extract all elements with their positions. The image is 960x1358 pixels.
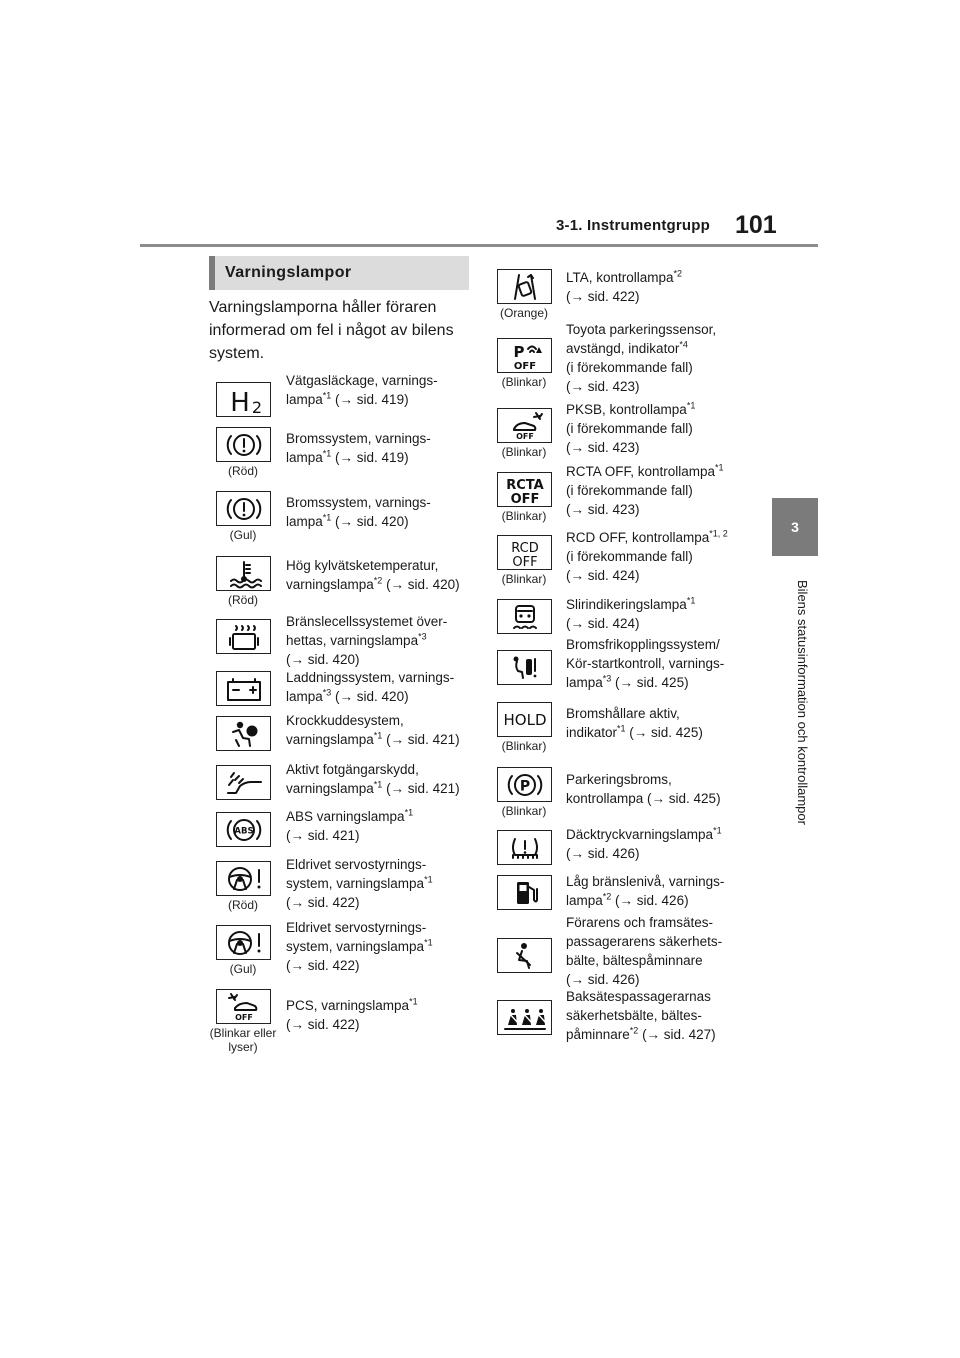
description-line: [286, 956, 476, 975]
lamp-description: [566, 595, 761, 633]
description-line: [566, 872, 761, 891]
line-text: bälte, bältespåminnare: [566, 953, 703, 968]
page-reference: (→ sid. 421): [382, 781, 460, 796]
description-line: [286, 512, 476, 531]
footnote-marker: *1: [322, 512, 332, 523]
description-line: [286, 779, 476, 798]
line-text: (i förekommande fall): [566, 421, 693, 436]
description-line: [286, 1015, 476, 1034]
section-heading-text: Varningslampor: [225, 264, 352, 281]
description-line: [566, 419, 761, 438]
line-text: system, varningslampa: [286, 876, 425, 891]
lamp-color-caption: (Blinkar eller lyser): [209, 1026, 277, 1054]
low-fuel-icon: [497, 875, 552, 910]
footnote-marker: *1: [373, 730, 383, 741]
footnote-marker: *1: [409, 996, 418, 1007]
svg-text:H: H: [229, 387, 250, 415]
lamp-description: [566, 635, 761, 692]
svg-text:RCD: RCD: [510, 540, 539, 556]
parking-brake-icon: [497, 767, 552, 802]
description-line: [286, 996, 476, 1015]
lamp-description: [566, 987, 761, 1044]
description-line: [286, 493, 476, 512]
footnote-marker: *3: [418, 631, 427, 642]
line-text: (i förekommande fall): [566, 483, 693, 498]
brake-system-yellow-icon: [216, 491, 271, 526]
line-text: (→ sid. 423): [566, 502, 640, 517]
page-reference: (→ sid. 425): [611, 675, 689, 690]
description-line: [286, 429, 476, 448]
description-line: [566, 789, 761, 808]
brake-override-icon: [497, 650, 552, 685]
svg-text:P: P: [513, 342, 524, 361]
line-text: Bränslecellssystemet över-: [286, 614, 448, 629]
line-text: Förarens och framsätes-: [566, 915, 714, 930]
description-line: [286, 687, 476, 706]
footnote-marker: *1: [686, 595, 696, 606]
parking-sensor-off-icon: [497, 338, 552, 373]
lamp-description: [566, 400, 761, 457]
description-line: [286, 556, 476, 575]
description-line: [566, 704, 761, 723]
line-text: (→ sid. 426): [566, 846, 640, 861]
lamp-description: [566, 268, 761, 306]
description-line: [566, 268, 761, 287]
description-line: [286, 893, 476, 912]
footnote-marker: *1: [715, 462, 724, 473]
footnote-marker: *1: [373, 779, 383, 790]
line-text: (→ sid. 424): [566, 616, 640, 631]
description-line: [566, 377, 761, 396]
footnote-marker: *1: [617, 723, 626, 734]
line-text: (→ sid. 422): [286, 1017, 360, 1032]
tire-pressure-icon: [497, 830, 552, 865]
page-reference: (→ sid. 419): [331, 392, 409, 407]
lamp-color-caption: (Blinkar): [501, 739, 547, 753]
lamp-color-caption: (Blinkar): [501, 509, 547, 523]
description-line: [566, 358, 761, 377]
line-text: säkerhetsbälte, bältes-: [566, 1008, 702, 1023]
lta-icon: [497, 269, 552, 304]
description-line: [566, 844, 761, 863]
line-text: Däcktryckvarningslampa: [566, 827, 714, 842]
line-text: (→ sid. 423): [566, 379, 640, 394]
line-text: Bromsfrikopplingssystem/: [566, 637, 720, 652]
battery-charging-icon: [216, 671, 271, 706]
lamp-description: [566, 913, 761, 989]
page-reference: (→ sid. 425): [625, 725, 703, 740]
lamp-description: [286, 493, 476, 531]
line-text: påminnare: [566, 1027, 630, 1042]
line-text: (→ sid. 423): [566, 440, 640, 455]
lamp-description: [566, 704, 761, 742]
description-line: [566, 528, 761, 547]
description-line: [286, 668, 476, 687]
section-heading: [209, 256, 469, 290]
line-text: Bromssystem, varnings-: [286, 431, 431, 446]
lamp-description: [286, 612, 476, 669]
seatbelt-reminder-icon: [497, 938, 552, 973]
page-number: 101: [735, 211, 777, 239]
description-line: [286, 874, 476, 893]
description-line: [566, 400, 761, 419]
description-line: [566, 462, 761, 481]
line-text: lampa: [286, 514, 323, 529]
line-text: Aktivt fotgängarskydd,: [286, 762, 419, 777]
page-reference: (→ sid. 419): [331, 450, 409, 465]
line-text: Hög kylvätsketemperatur,: [286, 558, 439, 573]
description-line: [286, 575, 476, 594]
line-text: system, varningslampa: [286, 939, 425, 954]
lamp-description: [566, 320, 761, 396]
lamp-description: [286, 668, 476, 706]
line-text: Krockkuddesystem,: [286, 713, 404, 728]
svg-text:OFF: OFF: [513, 360, 536, 371]
pksb-off-icon: [497, 408, 552, 443]
description-line: [286, 760, 476, 779]
svg-text:OFF: OFF: [511, 554, 538, 568]
lamp-color-caption: (Röd): [227, 593, 258, 607]
page-reference: (→ sid. 420): [331, 514, 409, 529]
description-line: [566, 635, 761, 654]
description-line: [286, 937, 476, 956]
line-text: lampa: [286, 392, 323, 407]
line-text: avstängd, indikator: [566, 341, 680, 356]
lamp-color-caption: (Röd): [227, 464, 258, 478]
description-line: [566, 287, 761, 306]
page-reference: (→ sid. 426): [611, 893, 689, 908]
header-divider: [140, 244, 818, 247]
lamp-color-caption: (Blinkar): [501, 572, 547, 586]
line-text: LTA, kontrollampa: [566, 270, 674, 285]
footnote-marker: *3: [602, 673, 612, 684]
fuel-cell-overheat-icon: [216, 619, 271, 654]
line-text: Vätgasläckage, varnings-: [286, 373, 438, 388]
svg-text:P: P: [519, 778, 530, 794]
line-text: Eldrivet servostyrnings-: [286, 857, 427, 872]
line-text: (i förekommande fall): [566, 549, 693, 564]
line-text: (→ sid. 420): [286, 652, 360, 667]
line-text: ABS varningslampa: [286, 809, 405, 824]
pedestrian-protection-icon: [216, 765, 271, 800]
line-text: indikator: [566, 725, 618, 740]
description-line: [566, 566, 761, 585]
line-text: Bromssystem, varnings-: [286, 495, 431, 510]
line-text: (→ sid. 421): [286, 828, 360, 843]
footnote-marker: *1: [686, 400, 696, 411]
description-line: [286, 855, 476, 874]
line-text: (→ sid. 424): [566, 568, 640, 583]
lamp-description: [286, 760, 476, 798]
line-text: Baksätespassagerarnas: [566, 989, 711, 1004]
page-reference: (→ sid. 427): [638, 1027, 716, 1042]
lamp-color-caption: (Blinkar): [501, 804, 547, 818]
description-line: [566, 438, 761, 457]
description-line: [566, 500, 761, 519]
line-text: lampa: [566, 675, 603, 690]
airbag-icon: [216, 716, 271, 751]
description-line: [566, 932, 761, 951]
footnote-marker: *2: [373, 575, 383, 586]
page-reference: (→ sid. 421): [382, 732, 460, 747]
lamp-description: [286, 807, 476, 845]
lamp-description: [286, 918, 476, 975]
description-line: [286, 390, 476, 409]
svg-text:HOLD: HOLD: [503, 710, 546, 729]
line-text: Bromshållare aktiv,: [566, 706, 680, 721]
lamp-description: [286, 855, 476, 912]
footnote-marker: *1: [322, 390, 332, 401]
description-line: [566, 654, 761, 673]
description-line: [566, 1025, 761, 1044]
description-line: [566, 987, 761, 1006]
line-text: RCTA OFF, kontrollampa: [566, 464, 716, 479]
line-text: passagerarens säkerhets-: [566, 934, 723, 949]
brake-system-red-icon: [216, 427, 271, 462]
hydrogen-leak-icon: [216, 382, 271, 417]
description-line: [566, 614, 761, 633]
footnote-marker: *1: [322, 448, 332, 459]
rcta-off-icon: [497, 472, 552, 507]
description-line: [566, 723, 761, 742]
line-text: (→ sid. 426): [566, 972, 640, 987]
description-line: [566, 595, 761, 614]
description-line: [566, 913, 761, 932]
description-line: [286, 448, 476, 467]
description-line: [566, 1006, 761, 1025]
lamp-description: [286, 556, 476, 594]
line-text: Parkeringsbroms,: [566, 772, 672, 787]
line-text: hettas, varningslampa: [286, 633, 419, 648]
description-line: [286, 650, 476, 669]
lamp-description: [286, 711, 476, 749]
footnote-marker: *1: [713, 825, 722, 836]
line-text: varningslampa: [286, 781, 374, 796]
line-text: (→ sid. 422): [286, 895, 360, 910]
lamp-description: [286, 371, 476, 409]
lamp-color-caption: (Blinkar): [501, 445, 547, 459]
lamp-color-caption: (Röd): [227, 898, 258, 912]
svg-text:OFF: OFF: [234, 1012, 253, 1022]
line-text: Kör-startkontroll, varnings-: [566, 656, 725, 671]
line-text: lampa: [566, 893, 603, 908]
footnote-marker: *1: [404, 807, 414, 818]
lamp-description: [566, 528, 761, 585]
lamp-color-caption: (Gul): [229, 962, 257, 976]
line-text: varningslampa: [286, 577, 374, 592]
line-text: kontrollampa (→ sid. 425): [566, 791, 721, 806]
line-text: (→ sid. 422): [566, 289, 640, 304]
lamp-description: [286, 996, 476, 1034]
abs-icon: [216, 812, 271, 847]
description-line: [566, 339, 761, 358]
description-line: [566, 951, 761, 970]
description-line: [566, 825, 761, 844]
power-steering-red-icon: [216, 861, 271, 896]
chapter-tab: 3: [772, 498, 818, 556]
lamp-description: [566, 872, 761, 910]
line-text: Toyota parkeringssensor,: [566, 322, 717, 337]
line-text: Låg bränslenivå, varnings-: [566, 874, 725, 889]
description-line: [286, 918, 476, 937]
footnote-marker: *2: [673, 268, 683, 279]
chapter-title: Bilens statusinformation och kontrollampor: [795, 580, 810, 825]
section-title: 3-1. Instrumentgrupp: [556, 217, 711, 234]
description-line: [286, 826, 476, 845]
footnote-marker: *2: [602, 891, 612, 902]
rear-seatbelt-reminder-icon: [497, 1000, 552, 1035]
line-text: (→ sid. 422): [286, 958, 360, 973]
svg-text:OFF: OFF: [515, 431, 534, 441]
footnote-marker: *1: [424, 874, 433, 885]
pcs-icon: [216, 989, 271, 1024]
footnote-marker: *1: [424, 937, 433, 948]
rcd-off-icon: [497, 535, 552, 570]
description-line: [286, 807, 476, 826]
description-line: [286, 631, 476, 650]
lamp-description: [566, 825, 761, 863]
line-text: PCS, varningslampa: [286, 998, 410, 1013]
page-reference: (→ sid. 420): [382, 577, 460, 592]
brake-hold-icon: [497, 702, 552, 737]
svg-text:ABS: ABS: [233, 826, 254, 836]
footnote-marker: *4: [679, 339, 688, 350]
power-steering-yellow-icon: [216, 925, 271, 960]
footnote-marker: *3: [322, 687, 332, 698]
lamp-description: [566, 770, 761, 808]
line-text: lampa: [286, 689, 323, 704]
description-line: [566, 770, 761, 789]
footnote-marker: *2: [629, 1025, 639, 1036]
description-line: [286, 711, 476, 730]
description-line: [286, 371, 476, 390]
description-line: [286, 612, 476, 631]
line-text: Eldrivet servostyrnings-: [286, 920, 427, 935]
line-text: lampa: [286, 450, 323, 465]
lamp-color-caption: (Blinkar): [501, 375, 547, 389]
lamp-description: [566, 462, 761, 519]
page-reference: (→ sid. 420): [331, 689, 409, 704]
line-text: Laddningssystem, varnings-: [286, 670, 455, 685]
footnote-marker: *1, 2: [709, 528, 728, 539]
svg-text:RCTA: RCTA: [505, 477, 544, 493]
description-line: [566, 320, 761, 339]
description-line: [566, 547, 761, 566]
line-text: PKSB, kontrollampa: [566, 402, 687, 417]
lamp-description: [286, 429, 476, 467]
intro-paragraph: Varningslamporna håller föraren informerad om fel i något av bilens system.: [209, 299, 454, 362]
description-line: [286, 730, 476, 749]
lamp-color-caption: (Gul): [229, 528, 257, 542]
line-text: RCD OFF, kontrollampa: [566, 530, 710, 545]
slip-indicator-icon: [497, 599, 552, 634]
description-line: [566, 481, 761, 500]
svg-text:2: 2: [251, 397, 262, 415]
svg-text:OFF: OFF: [510, 491, 539, 505]
line-text: varningslampa: [286, 732, 374, 747]
line-text: (i förekommande fall): [566, 360, 693, 375]
lamp-color-caption: (Orange): [499, 306, 549, 320]
coolant-temperature-icon: [216, 556, 271, 591]
description-line: [566, 673, 761, 692]
line-text: Slirindikeringslampa: [566, 597, 687, 612]
description-line: [566, 891, 761, 910]
